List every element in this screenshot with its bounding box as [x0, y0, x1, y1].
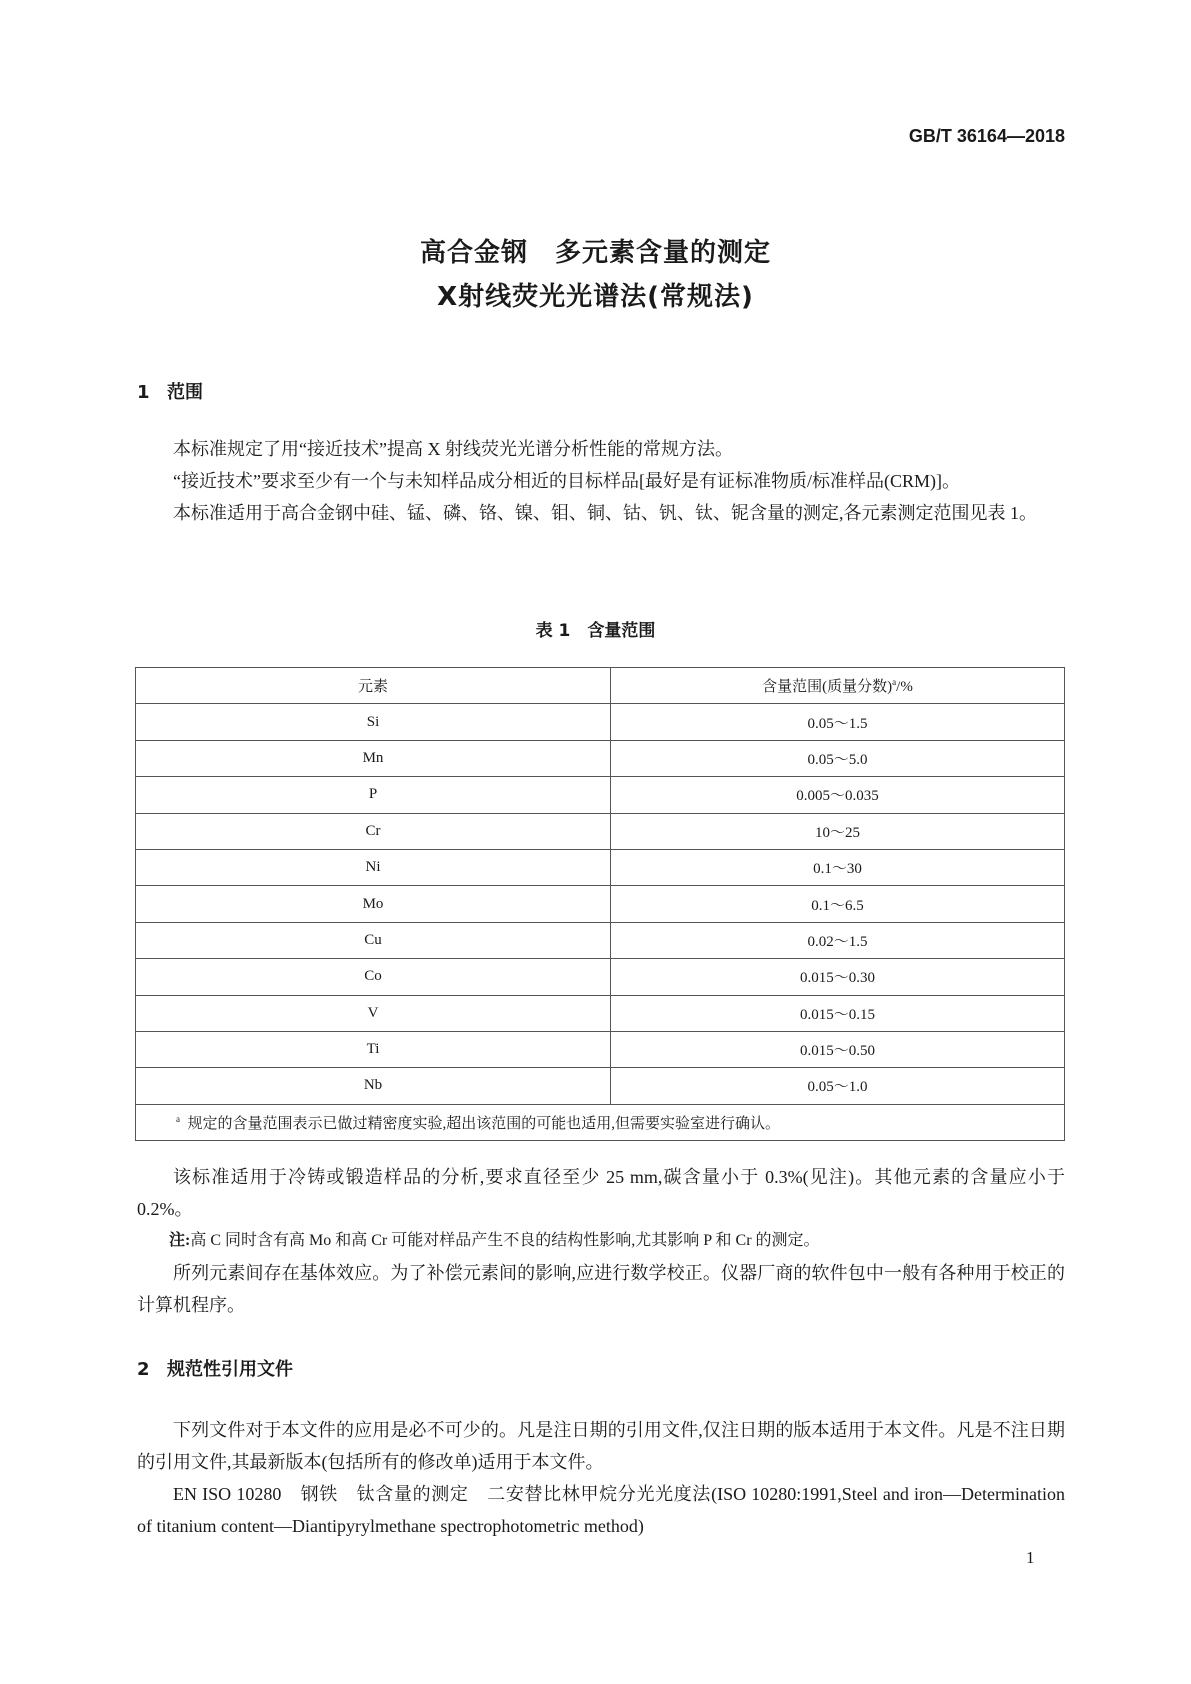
- element-cell: Ni: [136, 849, 611, 885]
- range-cell: 0.02～1.5: [611, 922, 1065, 958]
- reference-entry: EN ISO 10280 钢铁 钛含量的测定 二安替比林甲烷分光光度法(ISO 10280:1991,Steel and iron—Determination of titanium content—Diantipyrylmethane spectrophotometric method): [137, 1484, 1065, 1536]
- table-header-row: [136, 668, 1065, 704]
- element-cell: V: [136, 995, 611, 1031]
- section-2-body: [137, 1414, 1065, 1542]
- table-row: [136, 959, 1065, 995]
- range-cell: 0.005～0.035: [611, 777, 1065, 813]
- element-cell: Cu: [136, 922, 611, 958]
- content-range-table: [135, 667, 1065, 1141]
- table-row: [136, 813, 1065, 849]
- note: 注:高 C 同时含有高 Mo 和高 Cr 可能对样品产生不良的结构性影响,尤其影响 P 和 Cr 的测定。: [169, 1232, 820, 1249]
- section-title: 范围: [167, 382, 203, 403]
- range-cell: 0.1～30: [611, 849, 1065, 885]
- table-row: [136, 995, 1065, 1031]
- column-header-element: 元素: [136, 668, 611, 704]
- element-cell: Cr: [136, 813, 611, 849]
- column-header-range: 含量范围(质量分数)$^a$/%: [611, 668, 1065, 704]
- paragraph: 该标准适用于冷铸或锻造样品的分析,要求直径至少 25 mm,碳含量小于 0.3%(见注)。其他元素的含量应小于 0.2%。: [137, 1167, 1065, 1219]
- page-number: 1: [1026, 1548, 1035, 1567]
- element-cell: P: [136, 777, 611, 813]
- range-cell: 0.015～0.15: [611, 995, 1065, 1031]
- standard-number: GB/T 36164—2018: [908, 126, 1065, 146]
- range-cell: 0.015～0.30: [611, 959, 1065, 995]
- range-cell: 0.1～6.5: [611, 886, 1065, 922]
- range-cell: 0.05～1.0: [611, 1068, 1065, 1104]
- section-number: 1: [137, 382, 150, 403]
- after-table-body: [137, 1161, 1065, 1321]
- element-cell: Si: [136, 704, 611, 740]
- element-cell: Co: [136, 959, 611, 995]
- section-title: 规范性引用文件: [167, 1359, 293, 1380]
- table-caption: 表 1 含量范围: [535, 621, 656, 641]
- range-cell: 10～25: [611, 813, 1065, 849]
- document-title-line2: X射线荧光光谱法(常规法): [437, 282, 754, 312]
- table-row: [136, 849, 1065, 885]
- table-row: [136, 1031, 1065, 1067]
- element-cell: Nb: [136, 1068, 611, 1104]
- table-row: [136, 777, 1065, 813]
- element-cell: Mn: [136, 740, 611, 776]
- element-cell: Ti: [136, 1031, 611, 1067]
- paragraph: 所列元素间存在基体效应。为了补偿元素间的影响,应进行数学校正。仪器厂商的软件包中一般有各种用于校正的计算机程序。: [137, 1263, 1065, 1315]
- section-1-heading: [137, 378, 203, 404]
- document-title-line1: 高合金钢 多元素含量的测定: [419, 238, 771, 268]
- table-footnote-row: [136, 1104, 1065, 1140]
- section-number: 2: [137, 1359, 150, 1380]
- paragraph: 本标准适用于高合金钢中硅、锰、磷、铬、镍、钼、铜、钴、钒、钛、铌含量的测定,各元素测定范围见表 1。: [173, 503, 1037, 523]
- table-row: [136, 922, 1065, 958]
- range-cell: 0.05～1.5: [611, 704, 1065, 740]
- paragraph: 下列文件对于本文件的应用是必不可少的。凡是注日期的引用文件,仅注日期的版本适用于本文件。凡是不注日期的引用文件,其最新版本(包括所有的修改单)适用于本文件。: [137, 1420, 1065, 1472]
- table-row: [136, 1068, 1065, 1104]
- section-1-body: [137, 433, 1065, 529]
- table-row: [136, 886, 1065, 922]
- element-cell: Mo: [136, 886, 611, 922]
- note-label: 注:: [169, 1232, 191, 1249]
- paragraph: 本标准规定了用“接近技术”提高 X 射线荧光光谱分析性能的常规方法。: [173, 439, 733, 459]
- table-row: [136, 704, 1065, 740]
- range-cell: 0.015～0.50: [611, 1031, 1065, 1067]
- paragraph: “接近技术”要求至少有一个与未知样品成分相近的目标样品[最好是有证标准物质/标准样品(CRM)]。: [173, 471, 960, 491]
- section-2-heading: [137, 1355, 293, 1381]
- table-footnote: $^a$ 规定的含量范围表示已做过精密度实验,超出该范围的可能也适用,但需要实验室进行确认。: [136, 1104, 1065, 1140]
- table-row: [136, 740, 1065, 776]
- range-cell: 0.05～5.0: [611, 740, 1065, 776]
